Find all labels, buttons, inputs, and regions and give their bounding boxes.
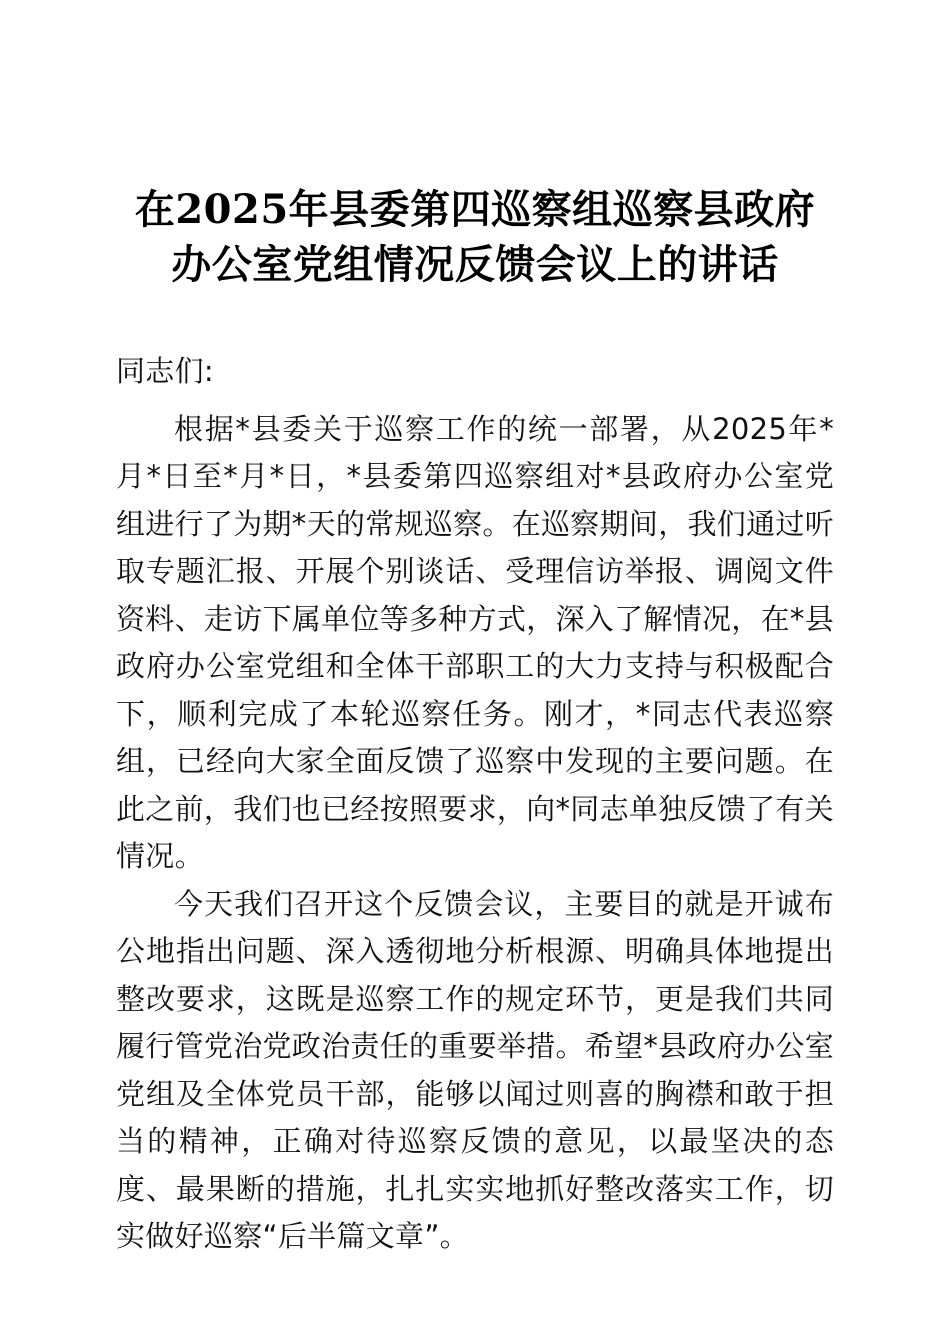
body-paragraph-1: 根据*县委关于巡察工作的统一部署，从2025年*月*日至*月*日，*县委第四巡察组对*县政府办公室党组进行了为期*天的常规巡察。在巡察期间，我们通过听取专题汇报、开展个别谈话、受理信访举报、调阅文件资料、走访下属单位等多种方式，深入了解情况，在*县政府办公室党组和全体干部职工的大力支持与积极配合下，顺利完成了本轮巡察任务。刚才，*同志代表巡察组，已经向大家全面反馈了巡察中发现的主要问题。在此之前，我们也已经按照要求，向*同志单独反馈了有关情况。 [116,411,835,873]
body-paragraph-2: 今天我们召开这个反馈会议，主要目的就是开诚布公地指出问题、深入透彻地分析根源、明确具体地提出整改要求，这既是巡察工作的规定环节，更是我们共同履行管党治党政治责任的重要举措。希望*县政府办公室党组及全体党员干部，能够以闻过则喜的胸襟和敢于担当的精神，正确对待巡察反馈的意见，以最坚决的态度、最果断的措施，扎扎实实地抓好整改落实工作，切实做好巡察“后半篇文章”。 [116,886,835,1253]
salutation-line: 同志们: [116,354,214,388]
document-text-column [116,0,834,1261]
page-title: 在2025年县委第四巡察组巡察县政府办公室党组情况反馈会议上的讲话 [134,186,816,288]
